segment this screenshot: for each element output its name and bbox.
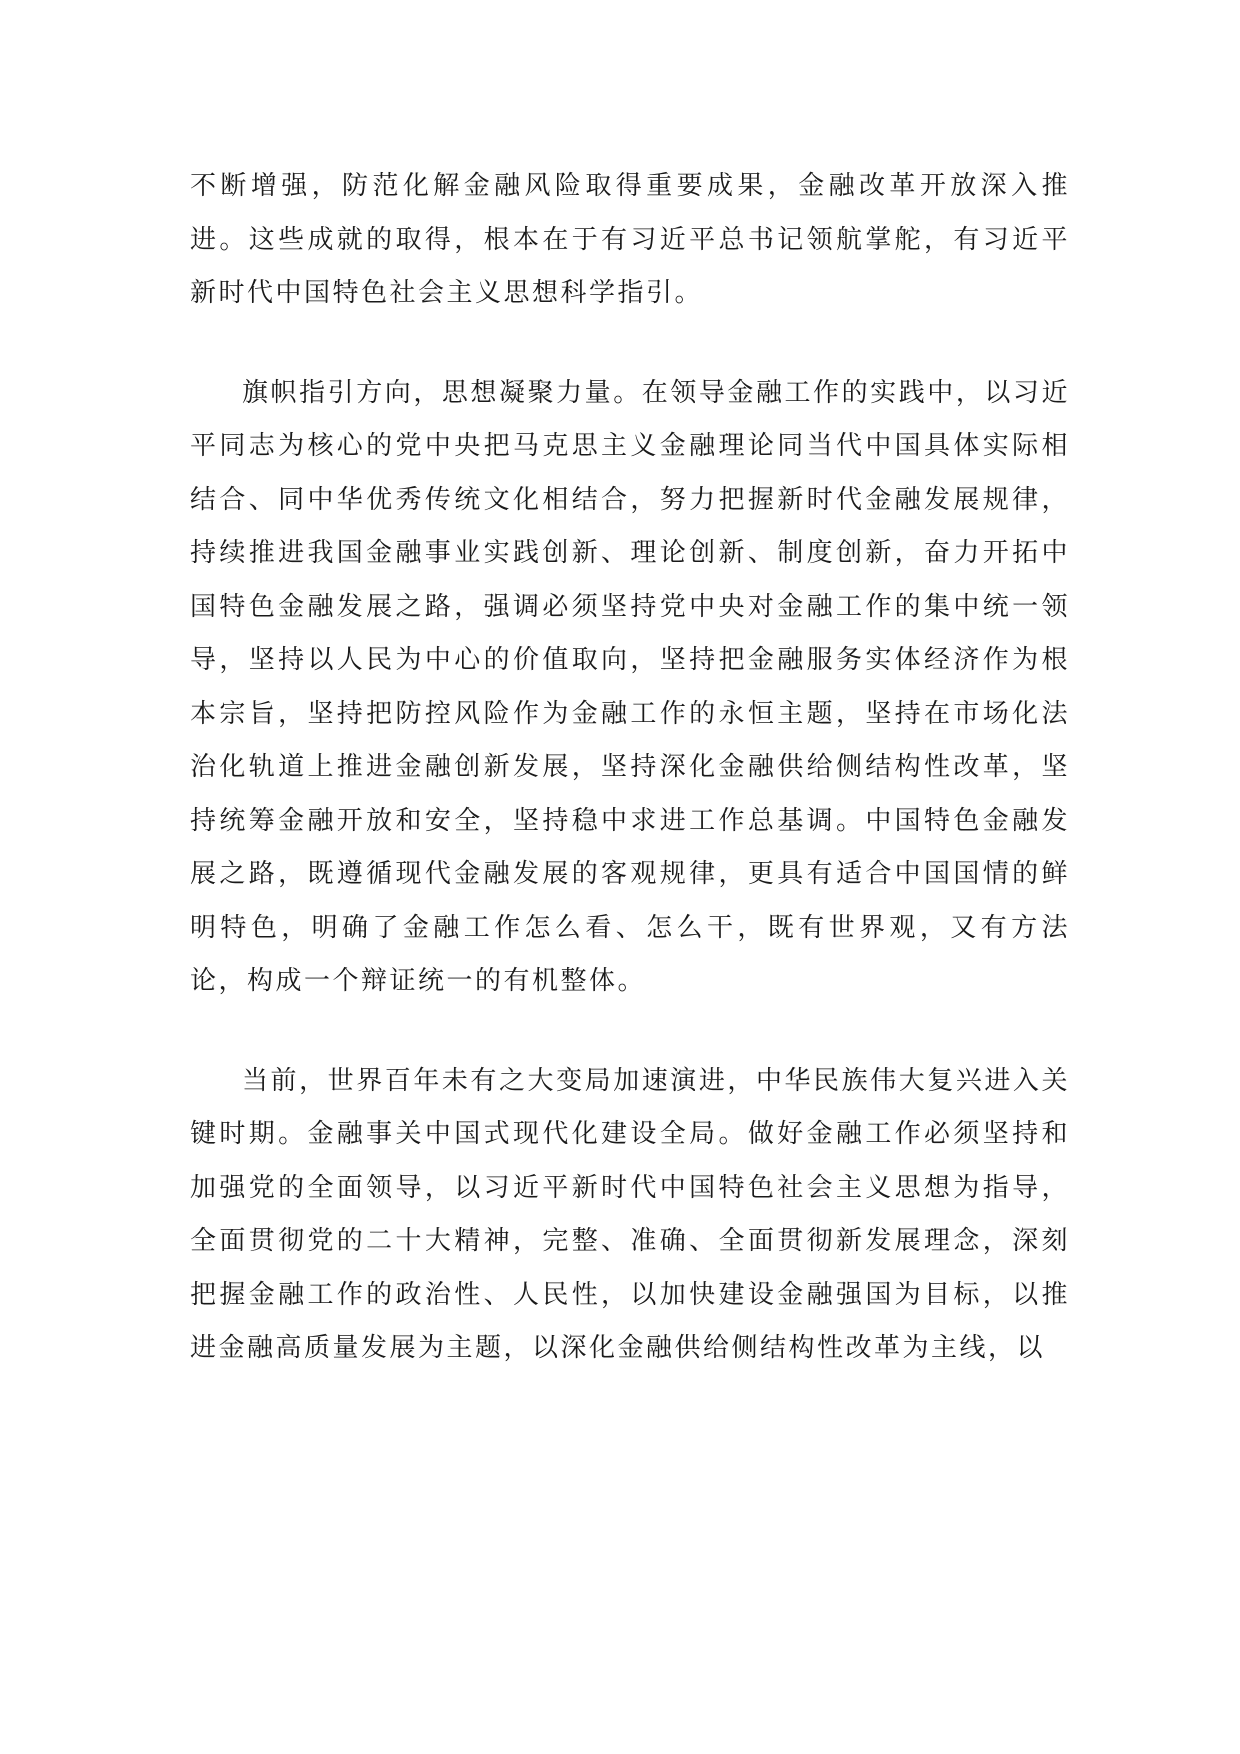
paragraph-2: 旗帜指引方向，思想凝聚力量。在领导金融工作的实践中，以习近平同志为核心的党中央把马克思主义金融理论同当代中国具体实际相结合、同中华优秀传统文化相结合，努力把握新时代金融发展规律，持续推进我国金融事业实践创新、理论创新、制度创新，奋力开拓中国特色金融发展之路，强调必须坚持党中央对金融工作的集中统一领导，坚持以人民为中心的价值取向，坚持把金融服务实体经济作为根本宗旨，坚持把防控风险作为金融工作的永恒主题，坚持在市场化法治化轨道上推进金融创新发展，坚持深化金融供给侧结构性改革，坚持统筹金融开放和安全，坚持稳中求进工作总基调。中国特色金融发展之路，既遵循现代金融发展的客观规律，更具有适合中国国情的鲜明特色，明确了金融工作怎么看、怎么干，既有世界观，又有方法论，构成一个辩证统一的有机整体。 bbox=[190, 377, 1070, 996]
document-body bbox=[190, 160, 1070, 1376]
paragraph-3: 当前，世界百年未有之大变局加速演进，中华民族伟大复兴进入关键时期。金融事关中国式现代化建设全局。做好金融工作必须坚持和加强党的全面领导，以习近平新时代中国特色社会主义思想为指导，全面贯彻党的二十大精神，完整、准确、全面贯彻新发展理念，深刻把握金融工作的政治性、人民性，以加快建设金融强国为目标，以推进金融高质量发展为主题，以深化金融供给侧结构性改革为主线，以 bbox=[190, 1065, 1070, 1363]
paragraph-1: 不断增强，防范化解金融风险取得重要成果，金融改革开放深入推进。这些成就的取得，根本在于有习近平总书记领航掌舵，有习近平新时代中国特色社会主义思想科学指引。 bbox=[190, 171, 1070, 308]
